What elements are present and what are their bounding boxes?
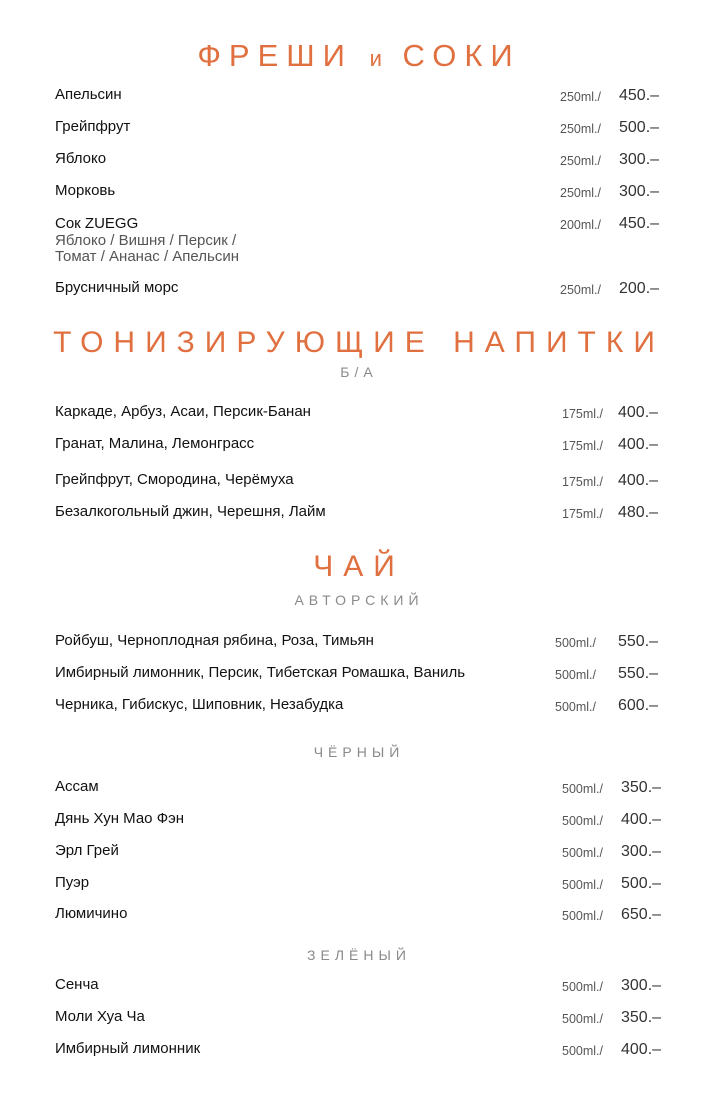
title-word-fresh: ФРЕШИ: [197, 38, 353, 73]
item-volume: 500ml./: [562, 846, 603, 860]
menu-item: [55, 842, 119, 860]
section-subtitle-non-alcoholic: Б/А: [340, 364, 378, 380]
item-price: 400.–: [618, 404, 659, 421]
item-name: Моли Хуа Ча: [55, 1008, 145, 1025]
section-title-tea: ЧАЙ: [313, 550, 405, 583]
item-price: 300.–: [619, 183, 660, 200]
item-price: 550.–: [618, 633, 659, 650]
menu-item: [55, 976, 99, 994]
item-price: 350.–: [621, 1009, 662, 1026]
item-name: Черника, Гибискус, Шиповник, Незабудка: [55, 696, 344, 713]
item-volume: 200ml./: [560, 218, 601, 232]
item-description: Томат / Ананас / Апельсин: [55, 248, 239, 265]
item-name: Каркаде, Арбуз, Асаи, Персик-Банан: [55, 403, 311, 420]
menu-item: [55, 632, 374, 650]
item-volume: 250ml./: [560, 186, 601, 200]
item-name: Сок ZUEGG: [55, 215, 139, 232]
item-volume: 500ml./: [555, 668, 596, 682]
item-volume: 500ml./: [562, 1044, 603, 1058]
item-name: Ассам: [55, 778, 99, 795]
section-subtitle-author: АВТОРСКИЙ: [294, 592, 424, 608]
menu-item: [55, 778, 99, 796]
item-name: Грейпфрут, Смородина, Черёмуха: [55, 471, 294, 488]
menu-item: [55, 874, 89, 892]
item-name: Эрл Грей: [55, 842, 119, 859]
item-name: Пуэр: [55, 874, 90, 891]
menu-item: [55, 664, 465, 682]
item-price: 400.–: [621, 811, 662, 828]
menu-item: [55, 86, 122, 104]
item-name: Гранат, Малина, Лемонграсс: [55, 435, 255, 452]
item-volume: 500ml./: [562, 1012, 603, 1026]
menu-item: [55, 150, 106, 168]
item-price: 500.–: [619, 119, 660, 136]
item-price: 650.–: [621, 906, 662, 923]
item-price: 300.–: [621, 977, 662, 994]
title-word-juices: СОКИ: [402, 38, 521, 73]
item-name: Яблоко: [55, 150, 107, 167]
section-subtitle-black: ЧЁРНЫЙ: [313, 744, 405, 760]
menu-item: [55, 403, 311, 421]
item-volume: 500ml./: [555, 636, 596, 650]
item-price: 500.–: [621, 875, 662, 892]
item-price: 300.–: [621, 843, 662, 860]
item-volume: 500ml./: [562, 814, 603, 828]
item-description: Яблоко / Вишня / Персик /: [55, 232, 237, 249]
item-price: 400.–: [618, 472, 659, 489]
title-word-and: и: [369, 46, 386, 71]
menu-item: [55, 471, 294, 489]
item-volume: 500ml./: [562, 980, 603, 994]
item-volume: 250ml./: [560, 154, 601, 168]
menu-item: [55, 810, 184, 828]
section-title-tonic: ТОНИЗИРУЮЩИЕ НАПИТКИ: [53, 326, 665, 359]
item-name: Сенча: [55, 976, 99, 993]
item-price: 450.–: [619, 87, 660, 104]
item-volume: 175ml./: [562, 439, 603, 453]
item-name: Брусничный морс: [55, 279, 179, 296]
item-volume: 250ml./: [560, 283, 601, 297]
item-price: 550.–: [618, 665, 659, 682]
menu-item: [55, 182, 115, 200]
item-name: Апельсин: [55, 86, 122, 103]
item-name: Ройбуш, Черноплодная рябина, Роза, Тимьян: [55, 632, 374, 649]
item-price: 600.–: [618, 697, 659, 714]
section-subtitle-green: ЗЕЛЁНЫЙ: [307, 947, 411, 963]
section-title-fresh: [0, 38, 718, 74]
item-price: 200.–: [619, 280, 660, 297]
item-price: 400.–: [618, 436, 659, 453]
menu-item: [55, 1040, 200, 1058]
item-name: Дянь Хун Мао Фэн: [55, 810, 185, 827]
item-name: Грейпфрут: [55, 118, 131, 135]
item-volume: 250ml./: [560, 122, 601, 136]
item-volume: 175ml./: [562, 507, 603, 521]
menu-item: [55, 1008, 145, 1026]
item-name: Люмичино: [55, 905, 128, 922]
item-name: Имбирный лимонник, Персик, Тибетская Ромашка, Ваниль: [55, 664, 466, 681]
item-volume: 175ml./: [562, 475, 603, 489]
item-volume: 500ml./: [562, 782, 603, 796]
item-volume: 500ml./: [562, 909, 603, 923]
item-name: Имбирный лимонник: [55, 1040, 201, 1057]
item-volume: 250ml./: [560, 90, 601, 104]
item-price: 480.–: [618, 504, 659, 521]
menu-item: [55, 118, 130, 136]
item-price: 450.–: [619, 215, 660, 232]
item-price: 300.–: [619, 151, 660, 168]
item-volume: 175ml./: [562, 407, 603, 421]
menu-item: [55, 435, 254, 453]
menu-item: [55, 503, 326, 521]
item-volume: 500ml./: [555, 700, 596, 714]
menu-item: [55, 215, 239, 265]
menu-item: [55, 696, 343, 714]
item-price: 350.–: [621, 779, 662, 796]
menu-item: [55, 905, 127, 923]
item-volume: 500ml./: [562, 878, 603, 892]
item-price: 400.–: [621, 1041, 662, 1058]
item-name: Морковь: [55, 182, 116, 199]
item-name: Безалкогольный джин, Черешня, Лайм: [55, 503, 326, 520]
menu-item: [55, 279, 178, 297]
